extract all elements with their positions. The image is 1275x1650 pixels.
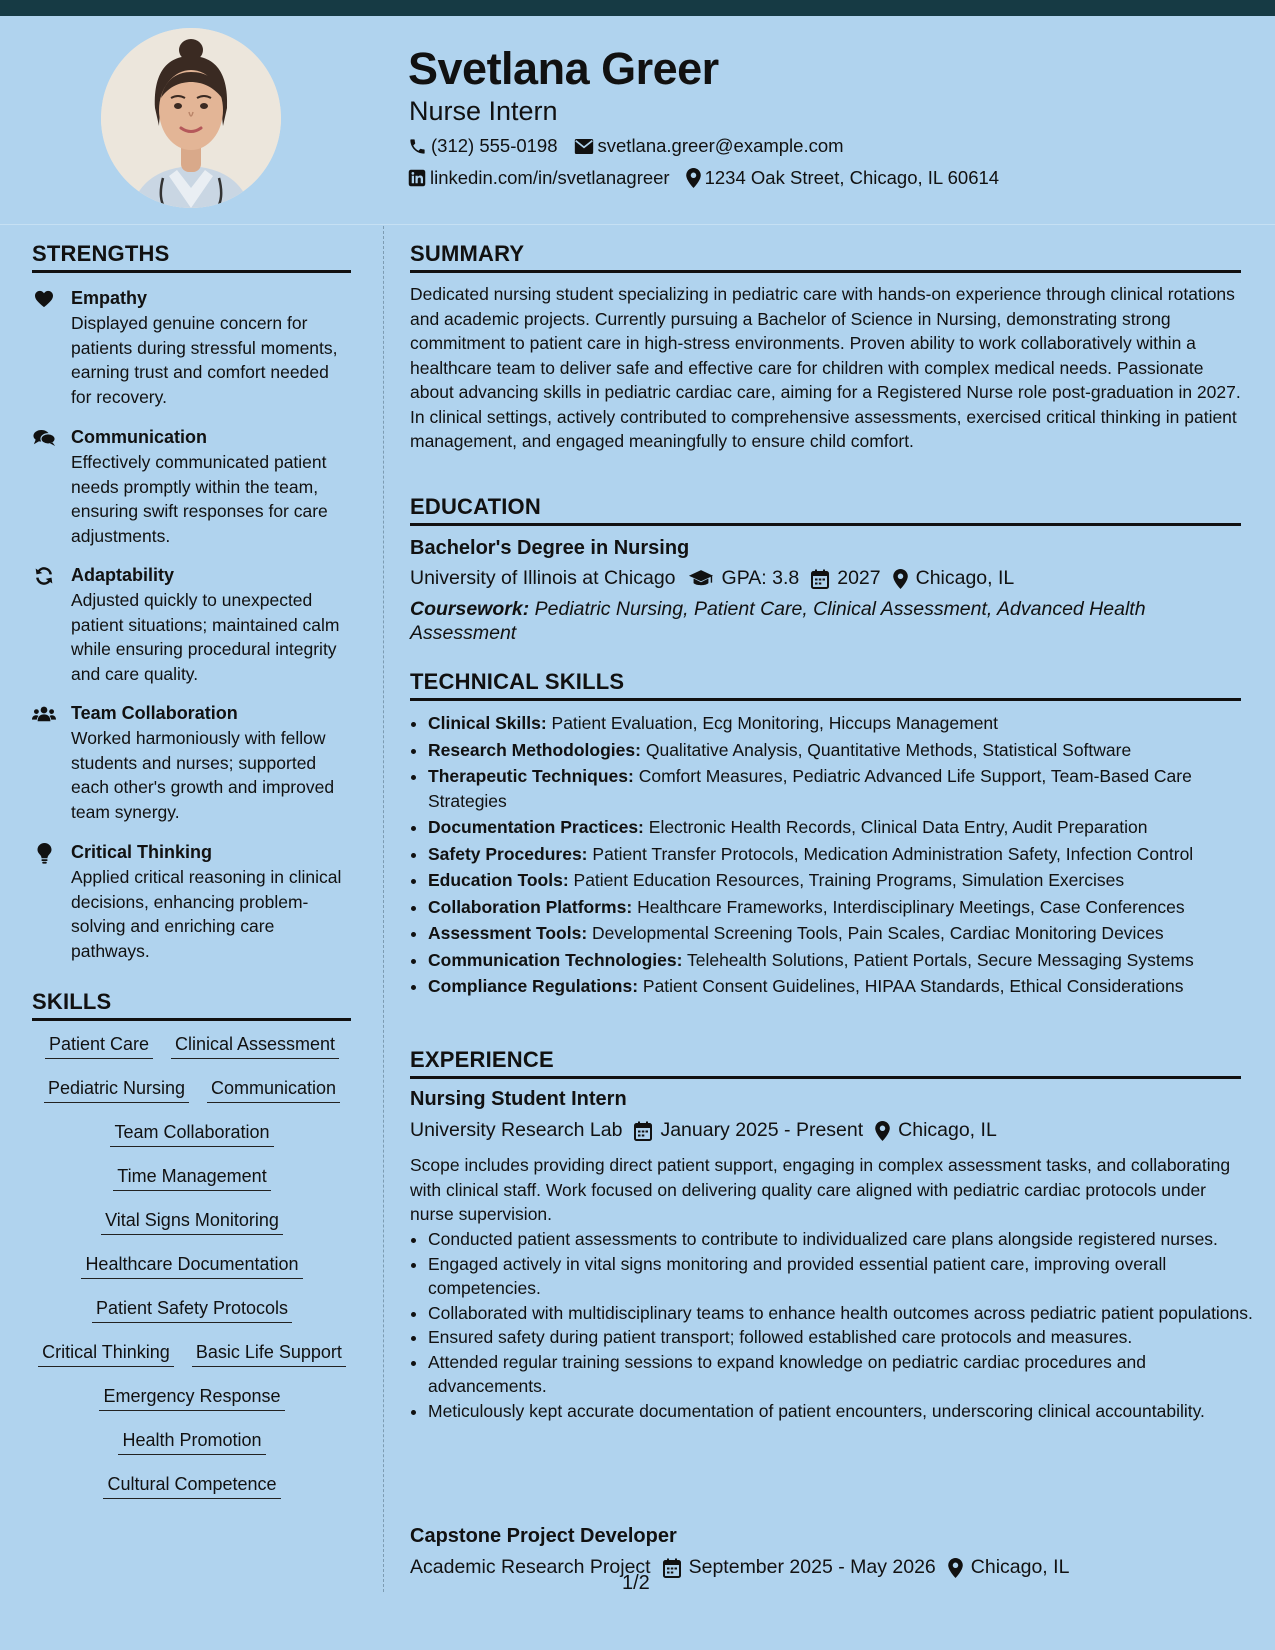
address-text: 1234 Oak Street, Chicago, IL 60614 <box>704 167 1000 188</box>
education-heading: EDUCATION <box>410 492 1241 526</box>
education-meta <box>410 565 1026 592</box>
job-location <box>948 1554 1070 1581</box>
skill-chip: Critical Thinking <box>38 1340 174 1367</box>
degree-title: Bachelor's Degree in Nursing <box>410 537 690 559</box>
list-item: • Compliance Regulations: Patient Consent Guidelines, HIPAA Standards, Ethical Considerations <box>428 974 1260 999</box>
list-item: • Ensured safety during patient transport; followed established care protocols and measures. <box>428 1325 1260 1350</box>
skills-list <box>32 1032 352 1499</box>
candidate-role: Nurse Intern <box>409 96 558 126</box>
strength-desc: Adjusted quickly to unexpected patient situations; maintained calm while ensuring procedural integrity and care quality. <box>71 590 340 684</box>
calendar-icon <box>634 1121 652 1141</box>
technical-skills-list <box>410 711 1260 1001</box>
summary-heading: SUMMARY <box>410 239 1241 273</box>
linkedin-text: linkedin.com/in/svetlanagreer <box>430 167 670 188</box>
email-text: svetlana.greer@example.com <box>597 135 844 156</box>
experience-heading: EXPERIENCE <box>410 1045 1241 1079</box>
job-org: Academic Research Project <box>410 1556 651 1578</box>
education-gpa <box>688 565 800 592</box>
job-meta <box>410 1117 1009 1144</box>
list-item: • Collaboration Platforms: Healthcare Frameworks, Interdisciplinary Meetings, Case Conferences <box>428 895 1260 920</box>
skill-chip: Clinical Assessment <box>171 1032 339 1059</box>
linkedin-icon <box>408 169 426 187</box>
skill-chip: Emergency Response <box>99 1384 284 1411</box>
school-name: University of Illinois at Chicago <box>410 567 676 589</box>
list-item: • Education Tools: Patient Education Resources, Training Programs, Simulation Exercises <box>428 868 1260 893</box>
coursework-text: Pediatric Nursing, Patient Care, Clinical Assessment, Advanced Health Assessment <box>410 598 1146 644</box>
map-marker-icon <box>686 168 701 188</box>
skill-chip: Basic Life Support <box>192 1340 346 1367</box>
comments-icon <box>32 426 56 450</box>
contact-row-1 <box>408 133 860 159</box>
contact-linkedin[interactable] <box>408 165 670 191</box>
education-location <box>893 565 1015 592</box>
skill-chip: Patient Safety Protocols <box>92 1296 292 1323</box>
strength-title: Empathy <box>71 288 148 308</box>
strength-item <box>32 701 354 824</box>
contact-address <box>686 165 999 191</box>
map-marker-icon <box>948 1558 963 1578</box>
skill-chip: Vital Signs Monitoring <box>101 1208 283 1235</box>
list-item: • Meticulously kept accurate documentation of patient encounters, underscoring clinical accountability. <box>428 1399 1260 1424</box>
technical-skills-heading: TECHNICAL SKILLS <box>410 667 1241 701</box>
skill-chip: Patient Care <box>45 1032 153 1059</box>
location-text: Chicago, IL <box>898 1119 997 1141</box>
dates-text: January 2025 - Present <box>660 1119 864 1141</box>
calendar-icon <box>663 1558 681 1578</box>
list-item: • Therapeutic Techniques: Comfort Measures, Pediatric Advanced Life Support, Team-Based Care Strategies <box>428 764 1260 813</box>
job-title: Nursing Student Intern <box>410 1088 627 1110</box>
list-item: • Engaged actively in vital signs monitoring and provided essential patient care, improving overall competencies. <box>428 1252 1260 1301</box>
strength-item <box>32 425 354 548</box>
top-color-bar <box>0 0 1275 16</box>
candidate-name: Svetlana Greer <box>408 43 719 94</box>
year-text: 2027 <box>837 567 881 589</box>
contact-phone[interactable] <box>408 133 558 159</box>
phone-text: (312) 555-0198 <box>431 135 558 156</box>
list-item: • Attended regular training sessions to expand knowledge on pediatric cardiac procedures and advancements. <box>428 1350 1260 1399</box>
calendar-icon <box>811 569 829 589</box>
list-item: • Collaborated with multidisciplinary teams to enhance health outcomes across pediatric patient populations. <box>428 1301 1260 1326</box>
map-marker-icon <box>875 1121 890 1141</box>
strength-title: Critical Thinking <box>71 842 213 862</box>
list-item: • Safety Procedures: Patient Transfer Protocols, Medication Administration Safety, Infection Control <box>428 842 1260 867</box>
strength-desc: Displayed genuine concern for patients during stressful moments, earning trust and comfort needed for recovery. <box>71 313 338 407</box>
skill-chip: Pediatric Nursing <box>44 1076 189 1103</box>
list-item: • Clinical Skills: Patient Evaluation, Ecg Monitoring, Hiccups Management <box>428 711 1260 736</box>
skill-chip: Time Management <box>113 1164 270 1191</box>
column-divider <box>383 226 384 1592</box>
education-year <box>811 565 880 592</box>
coursework <box>410 597 1240 645</box>
strengths-heading: STRENGTHS <box>32 239 351 273</box>
strength-desc: Applied critical reasoning in clinical decisions, enhancing problem-solving and enriching care pathways. <box>71 867 342 961</box>
skill-chip: Team Collaboration <box>110 1120 273 1147</box>
strength-title: Team Collaboration <box>71 703 238 723</box>
skill-chip: Communication <box>207 1076 340 1103</box>
skill-chip: Healthcare Documentation <box>81 1252 302 1279</box>
summary-text: Dedicated nursing student specializing in pediatric care with hands-on experience through clinical rotations and academic projects. Currently pursuing a Bachelor of Science in Nursing, demonstrating strong commitment to patient care in high-stress environments. Proven ability to work collaboratively within a healthcare team to deliver safe and effective care for children with complex medical needs. Passionate about advancing skills in pediatric cardiac care, aiming for a Registered Nurse role post-graduation in 2027. In clinical settings, actively contributed to comprehensive assessments, exercised critical thinking in patient management, and engaged meaningfully to ensure child comfort. <box>410 284 1241 451</box>
graduation-cap-icon <box>688 569 714 588</box>
map-marker-icon <box>893 569 908 589</box>
list-item: • Documentation Practices: Electronic Health Records, Clinical Data Entry, Audit Preparation <box>428 815 1260 840</box>
job-org: University Research Lab <box>410 1119 623 1141</box>
strength-title: Adaptability <box>71 565 175 585</box>
job-location <box>875 1117 997 1144</box>
lightbulb-icon <box>32 841 56 865</box>
dates-text: September 2025 - May 2026 <box>688 1556 936 1578</box>
location-text: Chicago, IL <box>915 567 1015 589</box>
job-summary: Scope includes providing direct patient support, engaging in complex assessment tasks, and collaborating with clinical staff. Work focused on delivering quality care aligned with pediatric cardiac protocols under nurse supervision. <box>410 1155 1231 1224</box>
contact-email[interactable] <box>574 133 844 159</box>
strength-item <box>32 286 354 409</box>
job-title: Capstone Project Developer <box>410 1525 677 1547</box>
header-divider <box>0 224 1275 225</box>
page-number: 1/2 <box>622 1572 650 1594</box>
location-text: Chicago, IL <box>970 1556 1070 1578</box>
strength-desc: Effectively communicated patient needs promptly within the team, ensuring swift responses for care adjustments. <box>71 452 328 546</box>
strength-item <box>32 563 354 686</box>
phone-icon <box>408 137 427 156</box>
gpa-text: GPA: 3.8 <box>721 567 800 589</box>
job-dates <box>663 1554 936 1581</box>
job-dates <box>634 1117 863 1144</box>
list-item: • Communication Technologies: Telehealth Solutions, Patient Portals, Secure Messaging Systems <box>428 948 1260 973</box>
skills-heading: SKILLS <box>32 987 351 1021</box>
contact-row-2 <box>408 165 1015 191</box>
users-icon <box>32 702 56 726</box>
profile-photo <box>101 28 281 208</box>
envelope-icon <box>574 138 594 155</box>
list-item: • Conducted patient assessments to contribute to individualized care plans alongside registered nurses. <box>428 1227 1260 1252</box>
job-meta <box>410 1554 1081 1581</box>
heart-icon <box>32 287 56 311</box>
strength-desc: Worked harmoniously with fellow students and nurses; supported each other's growth and improved team synergy. <box>71 728 335 822</box>
skill-chip: Health Promotion <box>118 1428 265 1455</box>
sync-icon <box>32 564 56 588</box>
coursework-label: Coursework: <box>410 598 530 620</box>
job-bullets <box>410 1227 1260 1423</box>
skill-chip: Cultural Competence <box>103 1472 280 1499</box>
strength-item <box>32 840 354 963</box>
list-item: • Assessment Tools: Developmental Screening Tools, Pain Scales, Cardiac Monitoring Devices <box>428 921 1260 946</box>
list-item: • Research Methodologies: Qualitative Analysis, Quantitative Methods, Statistical Software <box>428 738 1260 763</box>
strength-title: Communication <box>71 427 208 447</box>
